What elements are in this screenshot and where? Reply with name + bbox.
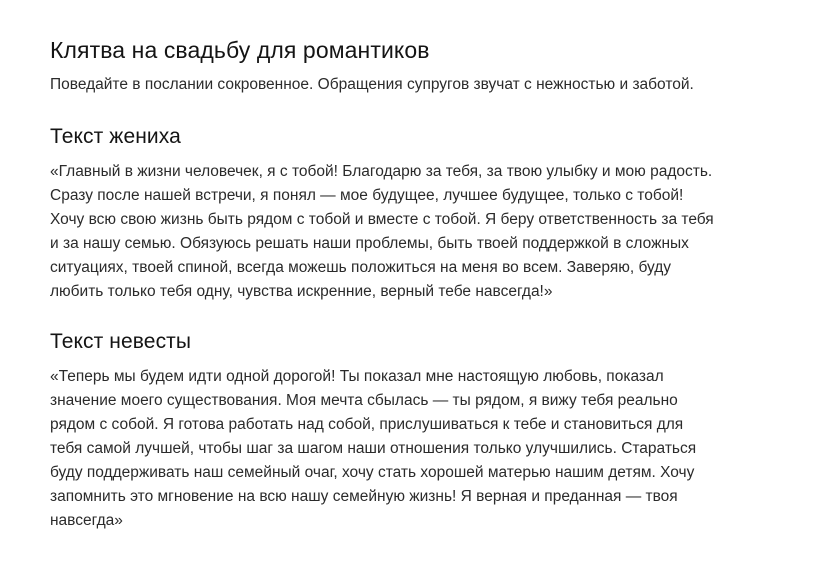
- bride-heading: Текст невесты: [50, 330, 192, 353]
- article-intro: Поведайте в послании сокровенное. Обращения супругов звучат с нежностью и заботой.: [50, 76, 694, 93]
- groom-vow-text: «Главный в жизни человечек, я с тобой! Благодарю за тебя, за твою улыбку и мою радость. Сразу после нашей встречи, я понял — мое будущее, лучшее будущее, только с тобой! Хочу всю свою жизнь быть рядом с тобой и вместе с тобой. Я беру ответственность за тебя и за нашу семью. Обязуюсь решать наши проблемы, быть твоей поддержкой в сложных ситуациях, твоей спиной, всегда можешь положиться на меня во всем. Заверяю, буду любить только тебя одну, чувства искренние, верный тебе навсегда!»: [50, 163, 714, 300]
- groom-section: [50, 122, 715, 304]
- groom-heading: Текст жениха: [50, 125, 181, 148]
- bride-vow-text: «Теперь мы будем идти одной дорогой! Ты показал мне настоящую любовь, показал значение моего существования. Моя мечта сбылась — ты рядом, я вижу тебя реально рядом с собой. Я готова работать над собой, прислушиваться к тебе и становиться для тебя самой лучшей, чтобы шаг за шагом наши отношения только улучшились. Стараться буду поддерживать наш семейный очаг, хочу стать хорошей матерью нашим детям. Хочу запомнить это мгновение на всю нашу семейную жизнь! Я верная и преданная — твоя навсегда»: [50, 368, 697, 529]
- bride-section: [50, 327, 715, 533]
- article-content: [50, 34, 715, 533]
- article-title: Клятва на свадьбу для романтиков: [50, 37, 430, 63]
